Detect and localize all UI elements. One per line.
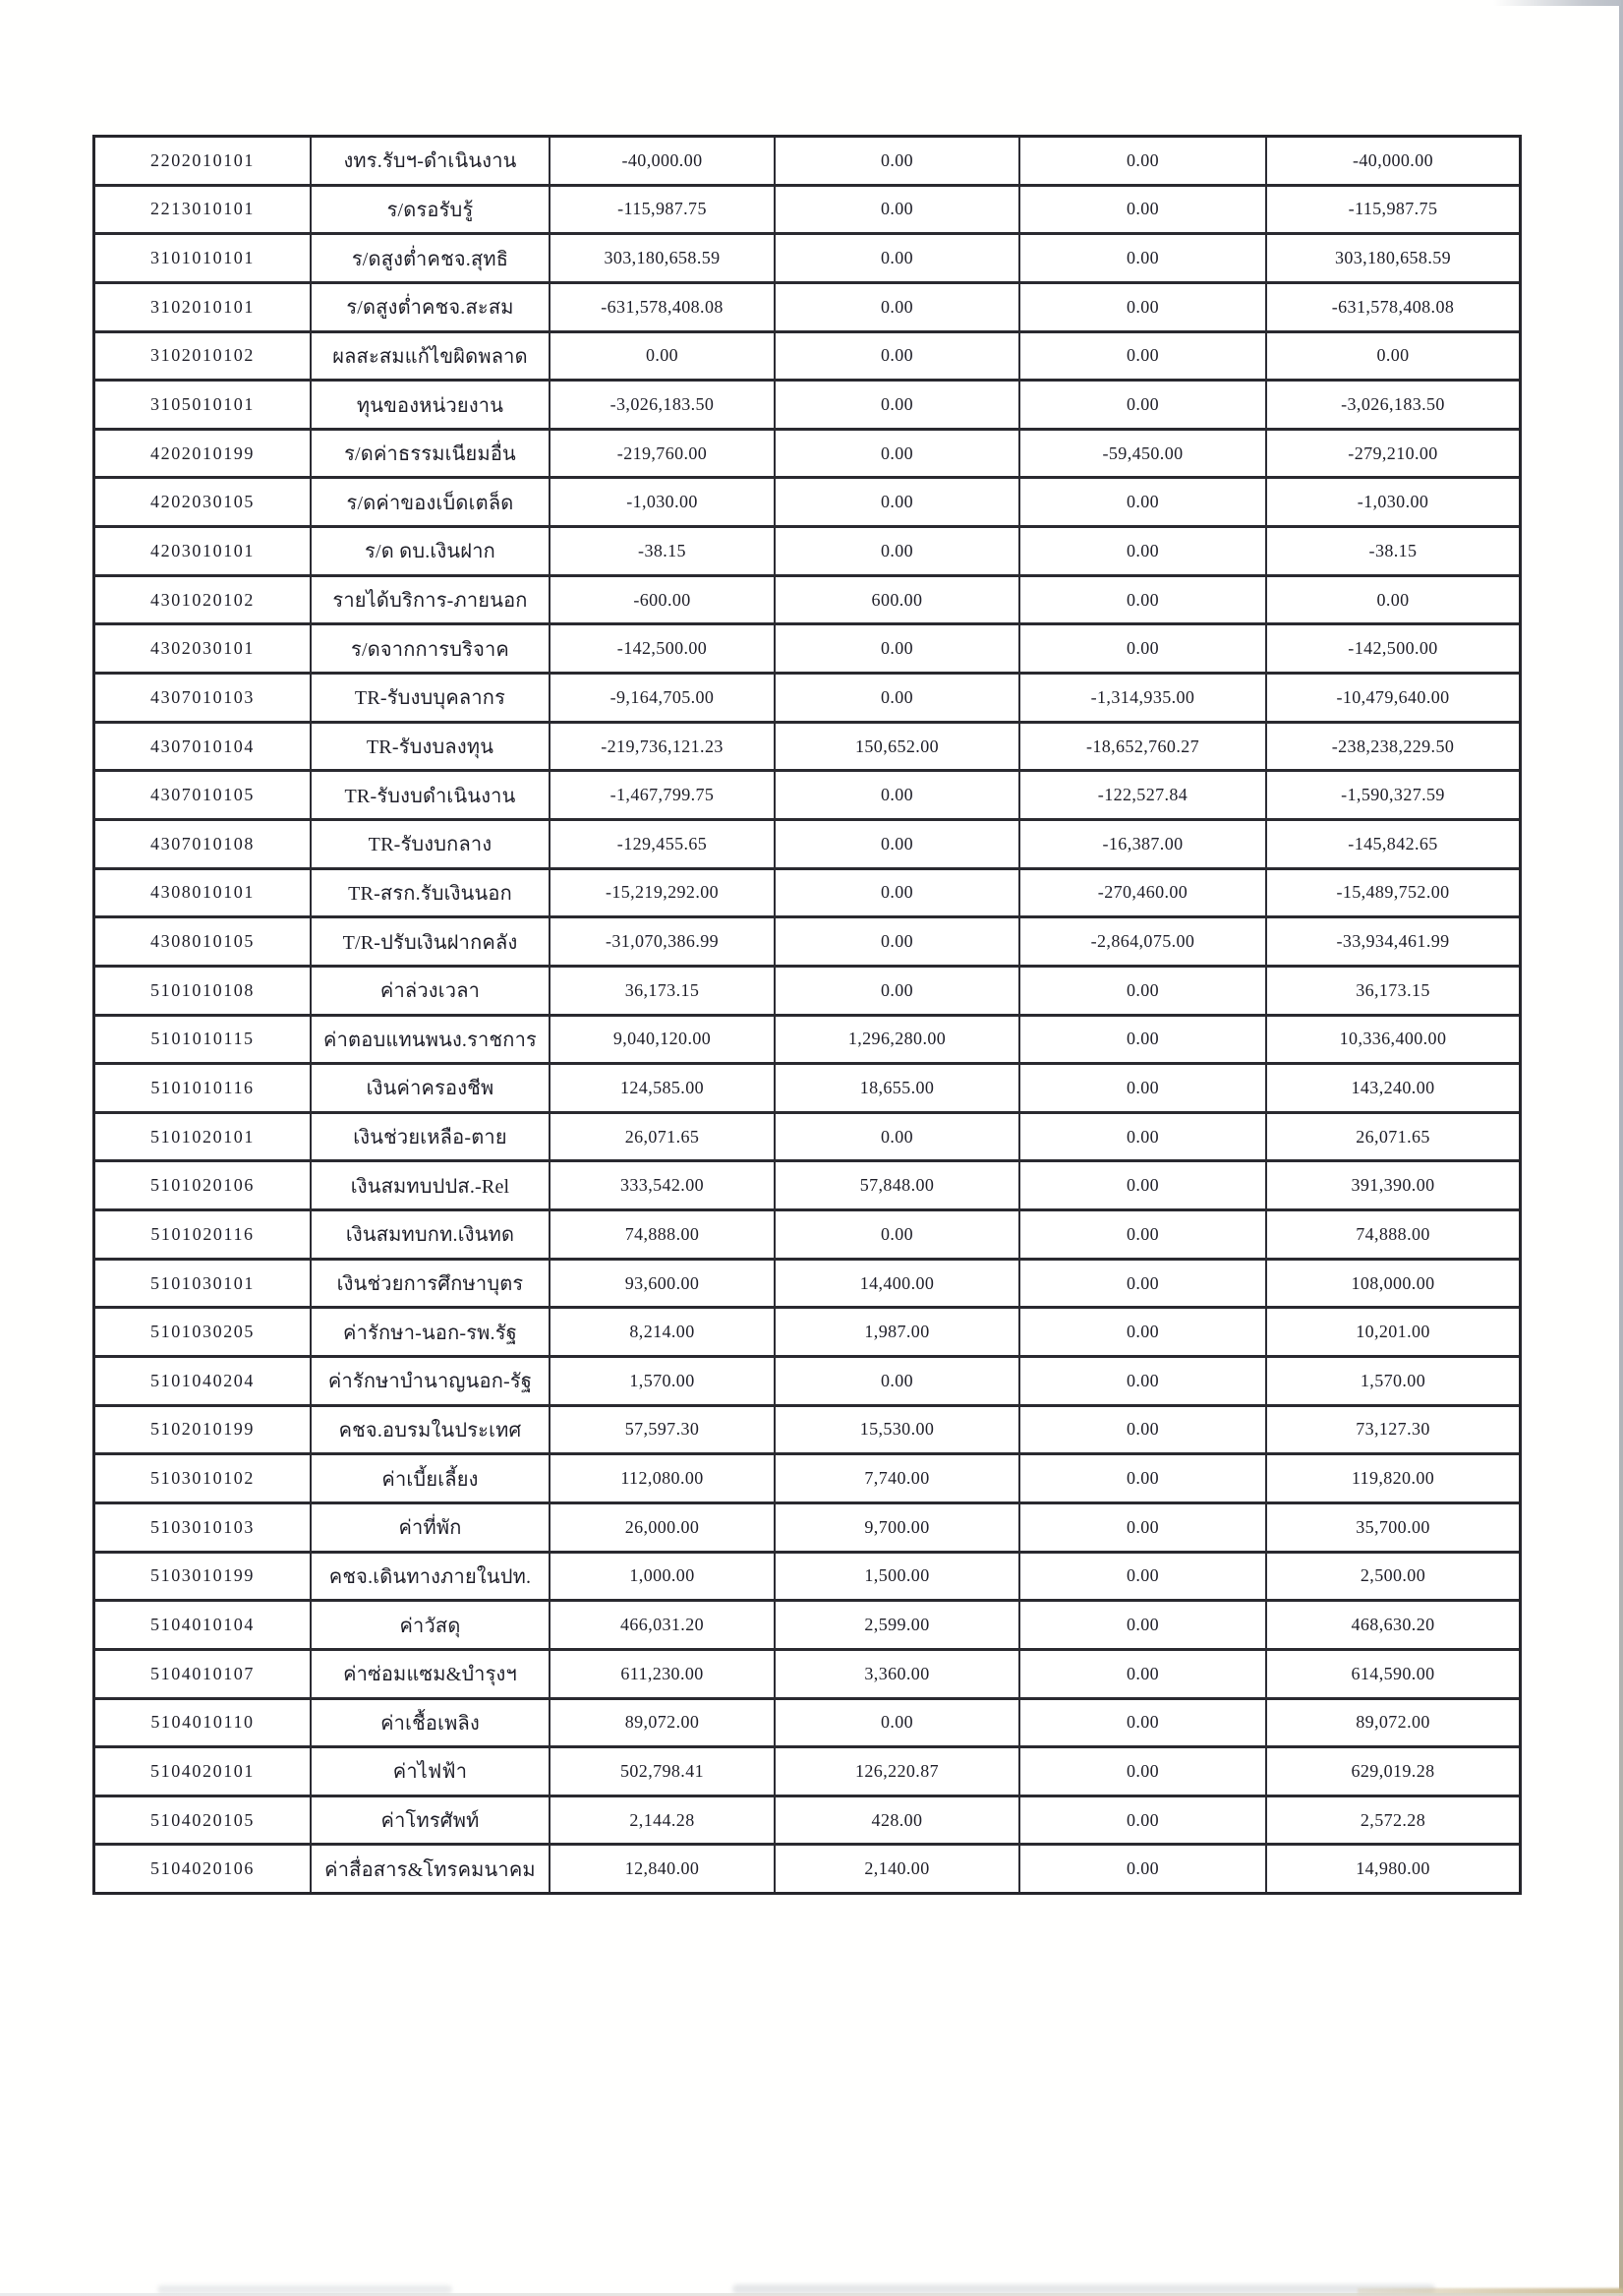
amount-cell-4: -142,500.00 (1348, 638, 1438, 659)
account-name-cell: ค่าเบี้ยเลี้ยง (312, 1455, 551, 1501)
amount-cell-1: -115,987.75 (551, 187, 776, 233)
table-row (95, 479, 1519, 528)
account-name-cell: ค่ารักษา-นอก-รพ.รัฐ (312, 1309, 551, 1355)
amount-cell-2: 2,599.00 (776, 1602, 1020, 1648)
account-code-cell: 4307010104 (95, 724, 312, 770)
amount-cell-3: 0.00 (1020, 1162, 1267, 1208)
amount-cell-2: 0.00 (776, 479, 1020, 525)
amount-cell-3: -122,527.84 (1020, 772, 1267, 818)
amount-cell-3: 0.00 (1020, 1358, 1267, 1404)
amount-cell-3: -1,314,935.00 (1020, 675, 1267, 721)
account-code-cell: 5101020101 (95, 1114, 312, 1160)
account-code-cell: 4308010105 (95, 918, 312, 965)
table-row (95, 1748, 1519, 1797)
amount-cell-2: 126,220.87 (776, 1748, 1020, 1795)
amount-cell-3: 0.00 (1020, 968, 1267, 1014)
amount-cell-3: 0.00 (1020, 1211, 1267, 1258)
amount-cell-4: -3,026,183.50 (1341, 394, 1445, 415)
amount-cell-1: -1,467,799.75 (551, 772, 776, 818)
amount-cell-2: 0.00 (776, 625, 1020, 672)
amount-cell-1: 8,214.00 (551, 1309, 776, 1355)
account-name-cell: คชจ.เดินทางภายในปท. (312, 1554, 551, 1600)
amount-cell-4: 10,336,400.00 (1339, 1029, 1447, 1049)
amount-cell-3: 0.00 (1020, 479, 1267, 525)
account-code-cell: 4302030101 (95, 625, 312, 672)
amount-cell-4: -33,934,461.99 (1336, 931, 1450, 952)
amount-cell-1: 26,071.65 (551, 1114, 776, 1160)
amount-cell-1: 333,542.00 (551, 1162, 776, 1208)
account-name-cell: ทุนของหน่วยงาน (312, 382, 551, 428)
amount-cell-2: 600.00 (776, 577, 1020, 623)
amount-cell-4: -1,030.00 (1357, 492, 1429, 512)
amount-cell-3: -2,864,075.00 (1020, 918, 1267, 965)
table-row (95, 382, 1519, 431)
table-row (95, 431, 1519, 480)
amount-cell-2: 0.00 (776, 1114, 1020, 1160)
amount-cell-3: 0.00 (1020, 1309, 1267, 1355)
amount-cell-2: 9,700.00 (776, 1504, 1020, 1551)
amount-cell-4: 10,201.00 (1356, 1322, 1430, 1342)
amount-cell-4: 0.00 (1376, 589, 1410, 610)
amount-cell-3: 0.00 (1020, 1065, 1267, 1111)
amount-cell-1: -15,219,292.00 (551, 870, 776, 916)
amount-cell-3: 0.00 (1020, 528, 1267, 574)
amount-cell-2: 0.00 (776, 821, 1020, 867)
account-code-cell: 5101020106 (95, 1162, 312, 1208)
amount-cell-1: -9,164,705.00 (551, 675, 776, 721)
account-name-cell: เงินช่วยการศึกษาบุตร (312, 1261, 551, 1307)
amount-cell-4: -1,590,327.59 (1341, 785, 1445, 805)
account-name-cell: ค่าโทรศัพท์ (312, 1797, 551, 1844)
account-code-cell: 5104020105 (95, 1797, 312, 1844)
table-row (95, 284, 1519, 333)
amount-cell-2: 0.00 (776, 528, 1020, 574)
amount-cell-3: -59,450.00 (1020, 431, 1267, 477)
account-name-cell: TR-รับงบบุคลากร (312, 675, 551, 721)
amount-cell-3: 0.00 (1020, 1846, 1267, 1892)
amount-cell-3: 0.00 (1020, 138, 1267, 184)
amount-cell-4: 35,700.00 (1356, 1516, 1430, 1537)
amount-cell-2: 0.00 (776, 1700, 1020, 1746)
amount-cell-3: 0.00 (1020, 577, 1267, 623)
amount-cell-3: 0.00 (1020, 1407, 1267, 1453)
amount-cell-3: 0.00 (1020, 1017, 1267, 1063)
account-code-cell: 3105010101 (95, 382, 312, 428)
table-row (95, 1114, 1519, 1163)
amount-cell-4: 73,127.30 (1356, 1419, 1430, 1440)
ledger-table (92, 135, 1522, 1895)
account-name-cell: ค่าซ่อมแซม&บำรุงฯ (312, 1651, 551, 1697)
amount-cell-1: 93,600.00 (551, 1261, 776, 1307)
amount-cell-4: 468,630.20 (1351, 1615, 1435, 1635)
account-code-cell: 2202010101 (95, 138, 312, 184)
account-name-cell: เงินสมทบปปส.-Rel (312, 1162, 551, 1208)
table-row (95, 870, 1519, 919)
account-code-cell: 3102010101 (95, 284, 312, 330)
table-row (95, 675, 1519, 724)
account-name-cell: ร/ดสูงต่ำคชจ.สะสม (312, 284, 551, 330)
account-code-cell: 4202010199 (95, 431, 312, 477)
amount-cell-2: 57,848.00 (776, 1162, 1020, 1208)
account-code-cell: 4308010101 (95, 870, 312, 916)
amount-cell-1: 26,000.00 (551, 1504, 776, 1551)
account-name-cell: TR-รับงบลงทุน (312, 724, 551, 770)
account-code-cell: 4202030105 (95, 479, 312, 525)
amount-cell-1: 303,180,658.59 (551, 235, 776, 281)
amount-cell-2: 14,400.00 (776, 1261, 1020, 1307)
amount-cell-4: -10,479,640.00 (1336, 686, 1450, 707)
account-code-cell: 3101010101 (95, 235, 312, 281)
amount-cell-4: -238,238,229.50 (1331, 736, 1455, 756)
account-name-cell: รายได้บริการ-ภายนอก (312, 577, 551, 623)
account-code-cell: 5103010102 (95, 1455, 312, 1501)
amount-cell-4: 391,390.00 (1351, 1175, 1435, 1196)
account-code-cell: 5103010103 (95, 1504, 312, 1551)
account-code-cell: 5104020101 (95, 1748, 312, 1795)
amount-cell-1: -631,578,408.08 (551, 284, 776, 330)
table-row (95, 1261, 1519, 1310)
account-name-cell: ร/ดจากการบริจาค (312, 625, 551, 672)
table-row (95, 1358, 1519, 1407)
table-row (95, 577, 1519, 626)
amount-cell-4: 119,820.00 (1351, 1468, 1435, 1489)
amount-cell-2: 2,140.00 (776, 1846, 1020, 1892)
amount-cell-2: 0.00 (776, 284, 1020, 330)
amount-cell-3: 0.00 (1020, 333, 1267, 380)
account-code-cell: 5104020106 (95, 1846, 312, 1892)
amount-cell-3: 0.00 (1020, 1700, 1267, 1746)
amount-cell-2: 0.00 (776, 382, 1020, 428)
amount-cell-4: 0.00 (1376, 345, 1410, 366)
amount-cell-4: 74,888.00 (1356, 1223, 1430, 1244)
account-name-cell: ร/ดสูงต่ำคชจ.สุทธิ (312, 235, 551, 281)
account-code-cell: 4307010105 (95, 772, 312, 818)
amount-cell-2: 0.00 (776, 675, 1020, 721)
table-row (95, 724, 1519, 773)
amount-cell-3: 0.00 (1020, 1748, 1267, 1795)
table-row (95, 1162, 1519, 1211)
table-row (95, 968, 1519, 1017)
amount-cell-3: -16,387.00 (1020, 821, 1267, 867)
amount-cell-2: 0.00 (776, 187, 1020, 233)
amount-cell-2: 15,530.00 (776, 1407, 1020, 1453)
amount-cell-4: 14,980.00 (1356, 1858, 1430, 1879)
account-name-cell: ค่ารักษาบำนาญนอก-รัฐ (312, 1358, 551, 1404)
account-name-cell: ร/ดค่าธรรมเนียมอื่น (312, 431, 551, 477)
amount-cell-1: -31,070,386.99 (551, 918, 776, 965)
table-row (95, 625, 1519, 675)
account-code-cell: 4301020102 (95, 577, 312, 623)
account-name-cell: TR-รับงบดำเนินงาน (312, 772, 551, 818)
amount-cell-2: 0.00 (776, 138, 1020, 184)
account-name-cell: เงินค่าครองชีพ (312, 1065, 551, 1111)
amount-cell-4: -38.15 (1368, 540, 1418, 560)
amount-cell-3: 0.00 (1020, 1261, 1267, 1307)
amount-cell-1: -40,000.00 (551, 138, 776, 184)
account-name-cell: คชจ.อบรมในประเทศ (312, 1407, 551, 1453)
scan-mark-top-right-artifact (1493, 0, 1621, 6)
amount-cell-3: 0.00 (1020, 1602, 1267, 1648)
amount-cell-4: -40,000.00 (1353, 149, 1433, 170)
table-row (95, 1455, 1519, 1504)
amount-cell-1: 502,798.41 (551, 1748, 776, 1795)
amount-cell-2: 0.00 (776, 772, 1020, 818)
amount-cell-1: -129,455.65 (551, 821, 776, 867)
account-code-cell: 2213010101 (95, 187, 312, 233)
account-name-cell: TR-รับงบกลาง (312, 821, 551, 867)
account-code-cell: 4307010103 (95, 675, 312, 721)
amount-cell-1: -219,760.00 (551, 431, 776, 477)
account-name-cell: ค่าไฟฟ้า (312, 1748, 551, 1795)
amount-cell-1: 89,072.00 (551, 1700, 776, 1746)
amount-cell-3: 0.00 (1020, 1114, 1267, 1160)
table-row (95, 187, 1519, 236)
amount-cell-3: 0.00 (1020, 187, 1267, 233)
table-row (95, 1797, 1519, 1847)
account-name-cell: ค่าวัสดุ (312, 1602, 551, 1648)
amount-cell-2: 428.00 (776, 1797, 1020, 1844)
table-row (95, 1065, 1519, 1114)
amount-cell-4: 89,072.00 (1356, 1712, 1430, 1733)
amount-cell-4: 108,000.00 (1351, 1272, 1435, 1293)
amount-cell-1: 36,173.15 (551, 968, 776, 1014)
account-code-cell: 5104010104 (95, 1602, 312, 1648)
amount-cell-4: -279,210.00 (1348, 442, 1438, 463)
account-name-cell: เงินสมทบกท.เงินทด (312, 1211, 551, 1258)
amount-cell-4: -115,987.75 (1348, 199, 1438, 219)
amount-cell-1: 57,597.30 (551, 1407, 776, 1453)
amount-cell-2: 18,655.00 (776, 1065, 1020, 1111)
account-name-cell: ค่าตอบแทนพนง.ราชการ (312, 1017, 551, 1063)
table-row (95, 333, 1519, 383)
amount-cell-2: 1,500.00 (776, 1554, 1020, 1600)
table-row (95, 1309, 1519, 1358)
account-code-cell: 5101010116 (95, 1065, 312, 1111)
account-name-cell: ค่าที่พัก (312, 1504, 551, 1551)
amount-cell-4: 2,500.00 (1360, 1565, 1426, 1586)
amount-cell-1: 124,585.00 (551, 1065, 776, 1111)
amount-cell-1: 112,080.00 (551, 1455, 776, 1501)
amount-cell-4: 1,570.00 (1360, 1370, 1426, 1390)
amount-cell-1: 0.00 (551, 333, 776, 380)
amount-cell-2: 3,360.00 (776, 1651, 1020, 1697)
account-code-cell: 5104010110 (95, 1700, 312, 1746)
account-code-cell: 5101020116 (95, 1211, 312, 1258)
amount-cell-4: 303,180,658.59 (1334, 248, 1452, 268)
amount-cell-3: 0.00 (1020, 235, 1267, 281)
account-code-cell: 5102010199 (95, 1407, 312, 1453)
amount-cell-2: 7,740.00 (776, 1455, 1020, 1501)
amount-cell-2: 0.00 (776, 870, 1020, 916)
amount-cell-3: 0.00 (1020, 284, 1267, 330)
table-row (95, 138, 1519, 187)
table-row (95, 918, 1519, 968)
account-code-cell: 5101030205 (95, 1309, 312, 1355)
account-name-cell: ค่าเชื้อเพลิง (312, 1700, 551, 1746)
amount-cell-2: 0.00 (776, 333, 1020, 380)
amount-cell-4: 143,240.00 (1351, 1077, 1435, 1097)
account-code-cell: 5101040204 (95, 1358, 312, 1404)
amount-cell-2: 0.00 (776, 235, 1020, 281)
table-row (95, 528, 1519, 577)
amount-cell-3: 0.00 (1020, 382, 1267, 428)
amount-cell-1: 466,031.20 (551, 1602, 776, 1648)
amount-cell-3: 0.00 (1020, 1504, 1267, 1551)
amount-cell-3: 0.00 (1020, 1651, 1267, 1697)
amount-cell-1: 9,040,120.00 (551, 1017, 776, 1063)
account-code-cell: 4203010101 (95, 528, 312, 574)
amount-cell-2: 1,987.00 (776, 1309, 1020, 1355)
account-name-cell: TR-สรก.รับเงินนอก (312, 870, 551, 916)
amount-cell-4: 26,071.65 (1356, 1126, 1430, 1147)
amount-cell-2: 0.00 (776, 1358, 1020, 1404)
amount-cell-4: 2,572.28 (1360, 1809, 1426, 1830)
account-code-cell: 5101010115 (95, 1017, 312, 1063)
amount-cell-1: -142,500.00 (551, 625, 776, 672)
amount-cell-2: 1,296,280.00 (776, 1017, 1020, 1063)
amount-cell-3: 0.00 (1020, 1797, 1267, 1844)
account-name-cell: งทร.รับฯ-ดำเนินงาน (312, 138, 551, 184)
account-code-cell: 5104010107 (95, 1651, 312, 1697)
amount-cell-4: 614,590.00 (1351, 1663, 1435, 1683)
table-row (95, 1846, 1519, 1892)
table-row (95, 1700, 1519, 1749)
amount-cell-4: 36,173.15 (1356, 979, 1430, 1000)
account-name-cell: ผลสะสมแก้ไขผิดพลาด (312, 333, 551, 380)
amount-cell-1: 611,230.00 (551, 1651, 776, 1697)
account-code-cell: 5103010199 (95, 1554, 312, 1600)
account-name-cell: ค่าล่วงเวลา (312, 968, 551, 1014)
amount-cell-4: -145,842.65 (1348, 833, 1438, 854)
amount-cell-1: -1,030.00 (551, 479, 776, 525)
account-code-cell: 4307010108 (95, 821, 312, 867)
amount-cell-3: 0.00 (1020, 1455, 1267, 1501)
amount-cell-1: 1,570.00 (551, 1358, 776, 1404)
account-name-cell: ร/ดรอรับรู้ (312, 187, 551, 233)
table-row (95, 1504, 1519, 1554)
scan-edge-right-artifact (1619, 0, 1623, 2296)
table-row (95, 1554, 1519, 1603)
account-code-cell: 5101010108 (95, 968, 312, 1014)
account-name-cell: ร/ดค่าของเบ็ดเตล็ด (312, 479, 551, 525)
amount-cell-2: 0.00 (776, 431, 1020, 477)
table-row (95, 1651, 1519, 1700)
amount-cell-1: 74,888.00 (551, 1211, 776, 1258)
amount-cell-2: 150,652.00 (776, 724, 1020, 770)
amount-cell-1: -38.15 (551, 528, 776, 574)
table-row (95, 772, 1519, 821)
table-row (95, 821, 1519, 870)
account-name-cell: ร/ด ดบ.เงินฝาก (312, 528, 551, 574)
table-row (95, 1602, 1519, 1651)
amount-cell-1: -3,026,183.50 (551, 382, 776, 428)
amount-cell-3: 0.00 (1020, 625, 1267, 672)
amount-cell-3: 0.00 (1020, 1554, 1267, 1600)
amount-cell-1: 2,144.28 (551, 1797, 776, 1844)
amount-cell-1: 1,000.00 (551, 1554, 776, 1600)
table-row (95, 235, 1519, 284)
table-row (95, 1407, 1519, 1456)
amount-cell-3: -18,652,760.27 (1020, 724, 1267, 770)
amount-cell-4: 629,019.28 (1351, 1760, 1435, 1781)
amount-cell-4: -15,489,752.00 (1336, 882, 1450, 903)
amount-cell-1: 12,840.00 (551, 1846, 776, 1892)
amount-cell-1: -600.00 (551, 577, 776, 623)
account-name-cell: T/R-ปรับเงินฝากคลัง (312, 918, 551, 965)
amount-cell-1: -219,736,121.23 (551, 724, 776, 770)
table-row (95, 1017, 1519, 1066)
table-row (95, 1211, 1519, 1261)
amount-cell-2: 0.00 (776, 968, 1020, 1014)
amount-cell-2: 0.00 (776, 918, 1020, 965)
amount-cell-3: -270,460.00 (1020, 870, 1267, 916)
amount-cell-2: 0.00 (776, 1211, 1020, 1258)
account-name-cell: ค่าสื่อสาร&โทรคมนาคม (312, 1846, 551, 1892)
account-code-cell: 3102010102 (95, 333, 312, 380)
account-name-cell: เงินช่วยเหลือ-ตาย (312, 1114, 551, 1160)
account-code-cell: 5101030101 (95, 1261, 312, 1307)
amount-cell-4: -631,578,408.08 (1331, 296, 1455, 317)
